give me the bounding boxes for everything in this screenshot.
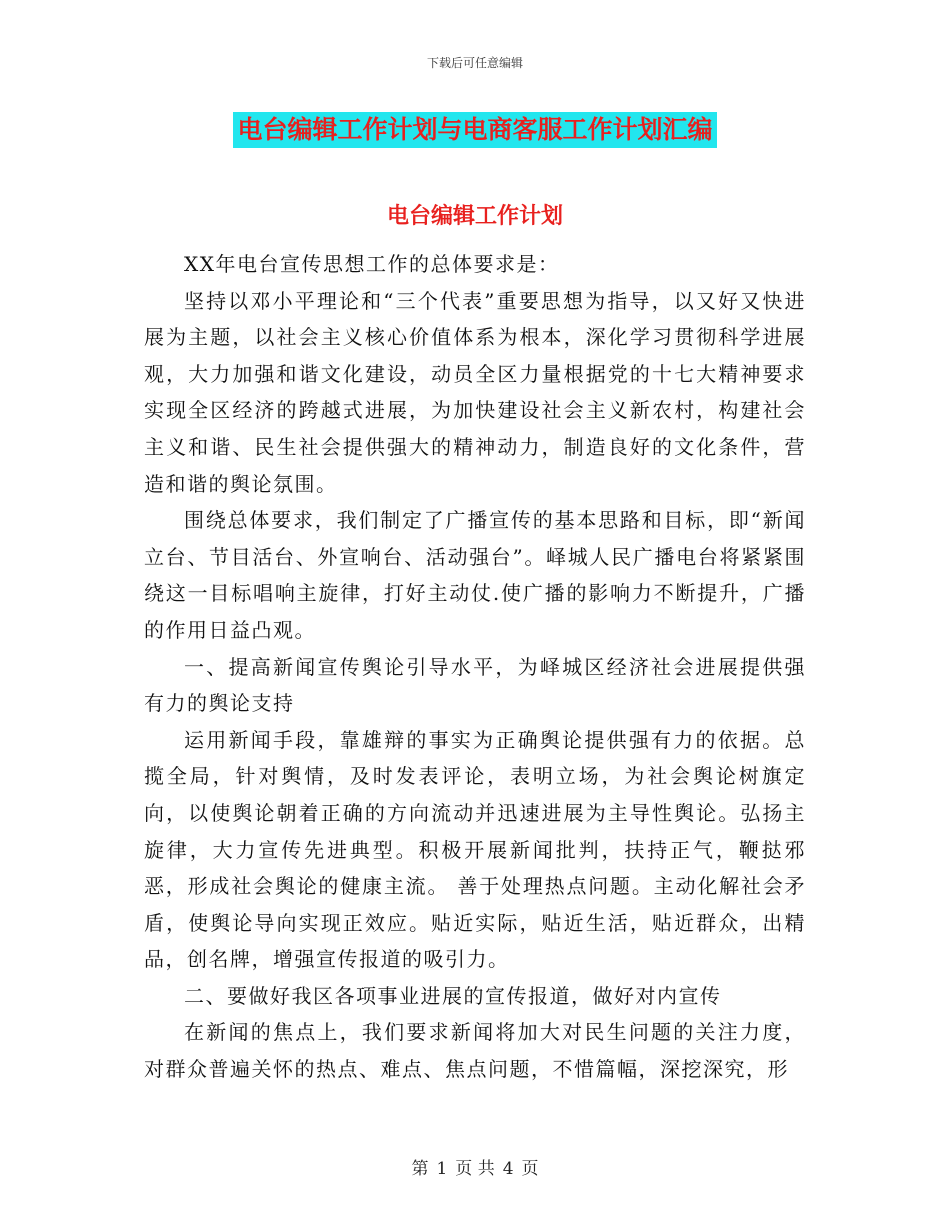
main-title-container — [0, 112, 950, 148]
paragraph: 在新闻的焦点上，我们要求新闻将加大对民生问题的关注力度，对群众普遍关怀的热点、难点、焦点问题，不惜篇幅，深挖深究，形 — [144, 1020, 806, 1082]
paragraph: 围绕总体要求，我们制定了广播宣传的基本思路和目标，即“新闻立台、节目活台、外宣响台、活动强台”。峄城人民广播电台将紧紧围绕这一目标唱响主旋律，打好主动仗.使广播的影响力不断提升，广播的作用日益凸观。 — [144, 508, 806, 642]
page-prefix: 第 — [411, 1159, 429, 1179]
page-total-number: 4 — [502, 1159, 514, 1179]
page-footer — [0, 1154, 950, 1179]
paragraph: 一、提高新闻宣传舆论引导水平，为峄城区经济社会进展提供强有力的舆论支持 — [144, 654, 806, 716]
page-mid: 页 共 — [455, 1159, 495, 1179]
page-current-number: 1 — [436, 1159, 448, 1179]
document-body — [144, 246, 806, 1088]
paragraph: 坚持以邓小平理论和“三个代表”重要思想为指导，以又好又快进展为主题，以社会主义核心价值体系为根本，深化学习贯彻科学进展观，大力加强和谐文化建设，动员全区力量根据党的十七大精神要求实现全区经济的跨越式进展，为加快建设社会主义新农村，构建社会主义和谐、民生社会提供强大的精神动力，制造良好的文化条件，营造和谐的舆论氛围。 — [144, 288, 806, 496]
section-title: 电台编辑工作计划 — [386, 204, 563, 229]
page-suffix: 页 — [521, 1159, 539, 1179]
paragraph: XX年电台宣传思想工作的总体要求是： — [184, 252, 560, 276]
document-main-title: 电台编辑工作计划与电商客服工作计划汇编 — [233, 112, 716, 148]
paragraph: 运用新闻手段，靠雄辩的事实为正确舆论提供强有力的依据。总揽全局，针对舆情，及时发表评论，表明立场，为社会舆论树旗定向，以使舆论朝着正确的方向流动并迅速进展为主导性舆论。弘扬主旋律，大力宣传先进典型。积极开展新闻批判，扶持正气，鞭挞邪恶，形成社会舆论的健康主流。 善于处理热点问题。主动化解社会矛盾，使舆论导向实现正效应。贴近实际，贴近生活，贴近群众，出精品，创名牌，增强宣传报道的吸引力。 — [144, 727, 806, 972]
paragraph: 二、要做好我区各项事业进展的宣传报道，做好对内宣传 — [184, 983, 722, 1008]
header-note: 下载后可任意编辑 — [426, 56, 523, 70]
